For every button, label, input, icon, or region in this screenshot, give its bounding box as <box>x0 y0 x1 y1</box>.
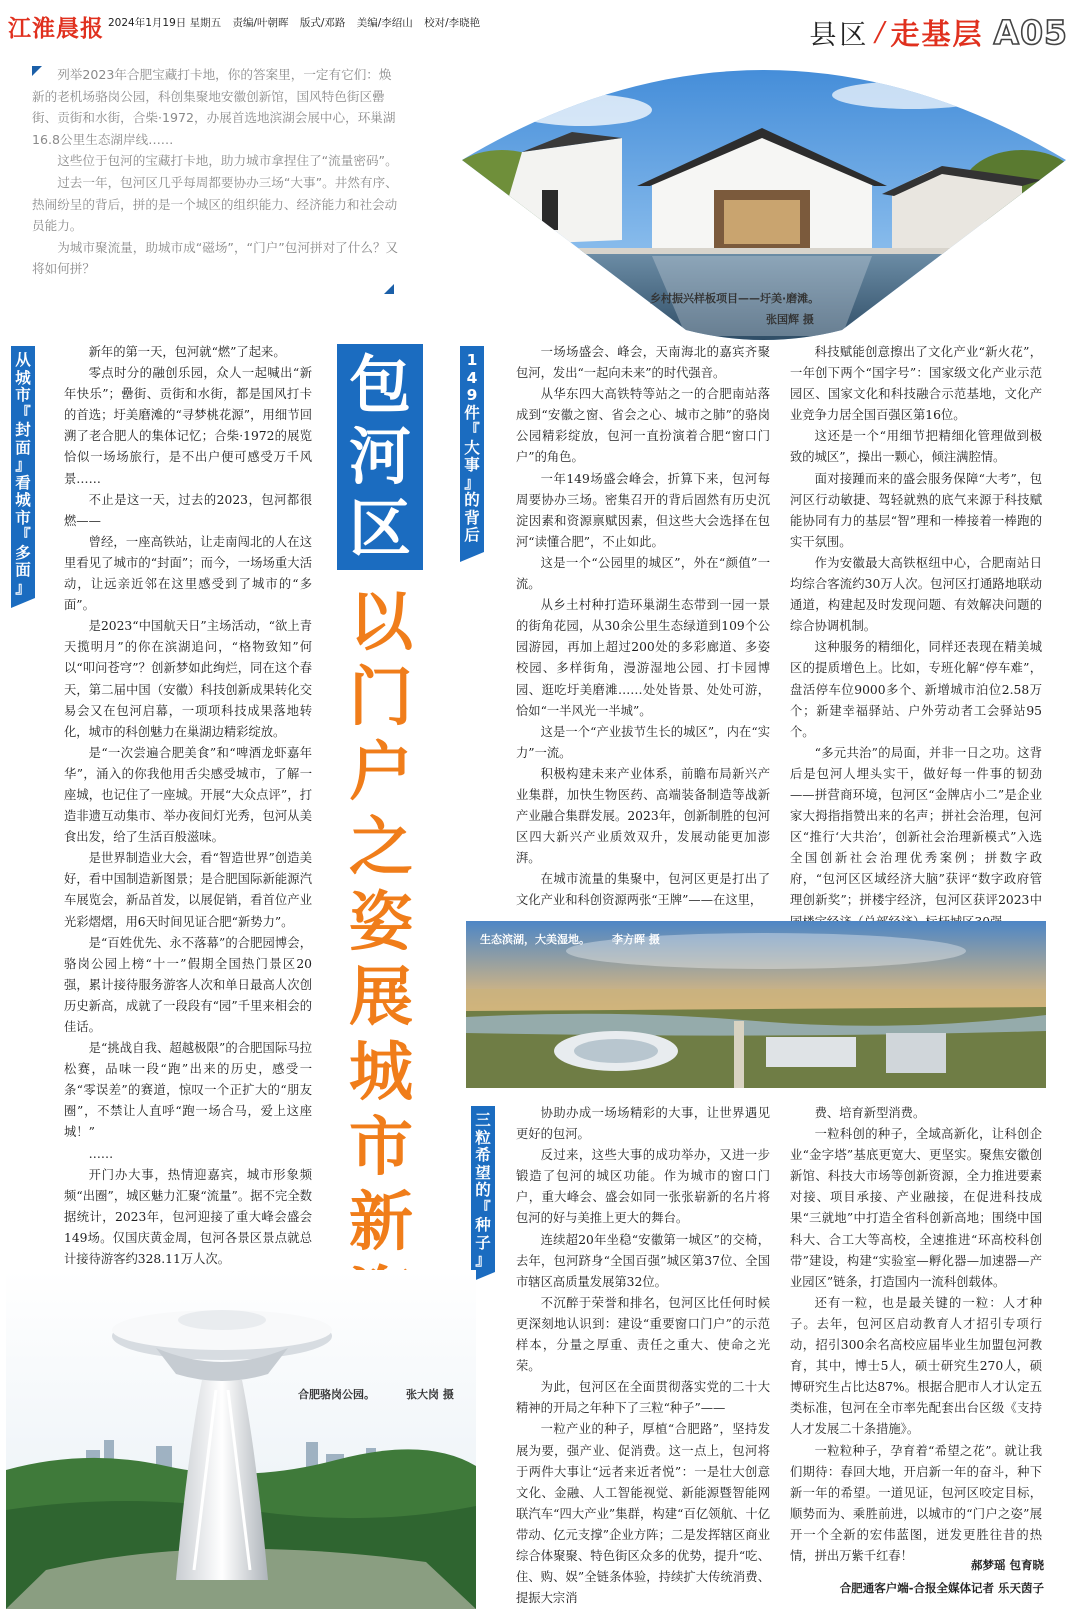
section-county: 县区 <box>809 20 870 51</box>
paragraph: 还有一粒，也是最关键的一粒：人才种子。去年，包河区启动教育人才招引专项行动，招引300余名高校应届毕业生加盟包河教育，其中，博士5人，硕士研究生270人，硕博研究生占比达87%。根据合肥市人才认定五类标准，包河在全市率先配套出台区级《支持人才发展二十条措施》。 <box>790 1295 1042 1437</box>
subhead-char: 』 <box>15 456 31 474</box>
subhead-char: 』 <box>464 473 480 492</box>
paragraph: 科技赋能创意擦出了文化产业“新火花”，一年创下两个“国字号”：国家级文化产业示范园区、国家文化和科技融合示范基地，文化产业竞争力居全国百强区第16位。 <box>790 345 1042 423</box>
paragraph: 新年的第一天，包河就“燃”了起来。 <box>88 345 286 359</box>
editor-credit: 责编/叶朝晖 <box>232 17 289 29</box>
headline-char: 户 <box>349 736 413 810</box>
paragraph: 从乡土村种打造环巢湖生态带到一园一景的街角花园，从30余公里生态绿道到109个公园游园，再加上超过200处的多彩廊道、多姿校园、多样街角，漫游湿地公园、打卡园博园、逛吃圩美磨滩……处处皆景、处处可游，恰如“一半风光一半城”。 <box>516 598 770 718</box>
subhead-char: 『 <box>464 421 480 439</box>
paragraph: 这还是一个“用细节把精细化管理做到极致的城区”，操出一颗心，倾注满腔情。 <box>790 429 1042 465</box>
subhead-char: 望 <box>475 1163 491 1182</box>
intro-lead <box>32 64 400 280</box>
article-column-2-top <box>516 342 770 912</box>
subhead-char: 城 <box>15 491 31 509</box>
paragraph: 是世界制造业大会，看“智造世界”创造美好，看中国制造新图景；是合肥国际新能源汽车展览会，新品首发，以展促销，看首位产业光彩熠熠，用6天时间见证合肥“新势力”。 <box>64 851 312 929</box>
paragraph: 从华东四大高铁特等站之一的合肥南站落成到“安徽之窗、省会之心、城市之肺”的骆岗公园精彩绽放，包河一直扮演着合肥“窗口门户”的角色。 <box>516 387 770 465</box>
intro-paragraph: 这些位于包河的宝藏打卡地，助力城市拿捏住了“流量密码”。 <box>57 153 398 169</box>
intro-paragraph: 为城市聚流量，助城市成“磁场”，“门户”包河拼对了什么？又将如何拼？ <box>32 239 399 277</box>
subhead-char: 件 <box>464 403 480 422</box>
subhead-char: 『 <box>15 403 31 422</box>
paragraph: 作为安徽最大高铁枢纽中心，合肥南站日均综合客流约30万人次。包河区打通路地联动通道，构建起及时发现问题、有效解决问题的综合协调机制。 <box>790 555 1042 634</box>
paragraph: 反过来，这些大事的成功举办，又进一步锻造了包河的城区功能。作为城市的窗口门户，重大峰会、盛会如同一张张崭新的名片将包河的好与美推上更大的舞台。 <box>516 1148 770 1226</box>
intro-paragraph: 过去一年，包河区几乎每周都要协办三场“大事”。井然有序、热闹纷呈的背后，拼的是一个城区的组织能力、经济能力和社会动员能力。 <box>32 174 398 234</box>
fan-photo-caption: 乡村振兴样板项目——圩美·磨滩。 <box>650 292 820 305</box>
subhead-char: 面 <box>15 438 31 457</box>
paragraph: 面对接踵而来的盛会服务保障“大考”，包河区行动敏捷、驾轻就熟的底气来源于科技赋能协同有力的基层“智”理和一棒接着一棒跑的实干氛围。 <box>790 471 1042 549</box>
paragraph: 这种服务的精细化，同样还表现在精美城区的提质增色上。比如，专班化解“停车难”，盘活停车位9000多个、新增城市泊位2.58万个；新建幸福驿站、户外劳动者工会驿站95个。 <box>790 640 1042 739</box>
proof-credit: 校对/李晓艳 <box>424 17 481 29</box>
subhead-char: 后 <box>464 526 480 544</box>
paragraph: 协助办成一场场精彩的大事，让世界遇见更好的包河。 <box>516 1106 770 1142</box>
paragraph: “多元共治”的局面，并非一日之功。这背后是包河人埋头实干，做好每一件事的韧劲——拼营商环境，包河区“金牌店小二”是企业家大拇指指赞出来的名声；拼社会治理，包河区“推行‘大共治’，创新社会治理新模式”入选全国创新社会治理优秀案例；拼数字政府，“包河区区域经济大脑”获评“数字政府管理创新奖”；拼楼宇经济，包河区获评2023中 <box>790 745 1042 908</box>
paragraph: 是“一次尝遍合肥美食”和“啤酒龙虾嘉年华”，涌入的你我他用舌尖感受城市，了解一座城，也记住了一座城。开展“大众点评”，打造非遗互动集市、举办夜间灯光秀，包河从美食出发，给了生活百般滋味。 <box>64 745 312 845</box>
paragraph: 这是一个“产业拔节生长的城区”，内在“实力”一流。 <box>516 724 770 760</box>
subhead-char: 背 <box>464 508 480 527</box>
panorama-credit: 李方晖 摄 <box>612 933 660 946</box>
tower-photo-caption: 合肥骆岗公园。 <box>298 1388 375 1401</box>
page-number: A05 <box>993 13 1068 52</box>
subhead-char: 子 <box>475 1233 491 1252</box>
subhead-char: 封 <box>15 421 31 439</box>
subhead-char: 多 <box>15 543 31 562</box>
intro-paragraph: 列举2023年合肥宝藏打卡地，你的答案里，一定有它们：焕新的老机场骆岗公园，科创集聚地安徽创新馆，国风特色街区罍街、贡街和水街，合柴·1972，办展首选地滨湖会展中心，环巢湖16.8公里生态湖岸线…… <box>32 67 396 147</box>
subhead-char: 』 <box>475 1251 491 1269</box>
subhead-char: 市 <box>15 386 31 404</box>
paragraph: 一粒粒种子，孕育着“希望之花”。就让我们期待：春回大地，开启新一年的奋斗，种下新一年的希望。一道见证，包河区咬定目标，顺势而为、乘胜前进，以城市的“门户之姿”展开一个全新的宏伟蓝图，迸发更胜往昔的热情，拼出万紫千红春！ <box>790 1443 1042 1563</box>
subhead-char: 城 <box>15 368 31 387</box>
article-column-1 <box>64 342 312 1333</box>
headline-county-name <box>337 344 423 570</box>
subhead-char: 『 <box>475 1198 491 1217</box>
agency-byline: 合肥通客户端-合报全媒体记者 乐天茵子 <box>839 1581 1044 1595</box>
headline-char: 河 <box>348 420 411 493</box>
headline-char: 以 <box>349 586 413 660</box>
paragraph: 连续超20年坐稳“安徽第一城区”的交椅，去年，包河跻身“全国百强”城区第37位、全国市辖区高质量发展第32位。 <box>516 1232 770 1289</box>
tower-photo-credit: 张大岗 摄 <box>406 1388 454 1401</box>
subhead-char: 4 <box>466 368 478 387</box>
article-column-3-bottom <box>790 1103 1042 1567</box>
subhead-char: 『 <box>15 526 31 544</box>
subhead-char: 事 <box>464 456 480 474</box>
paragraph: 这是一个“公园里的城区”，外在“颜值”一流。 <box>516 555 770 592</box>
art-credit: 美编/李绍山 <box>356 17 413 29</box>
paragraph: 积极构建未来产业体系，前瞻布局新兴产业集群，加快生物医药、高端装备制造等战新产业融合集群发展。2023年，创新制胜的包河区四大新兴产业质效双升，发展动能更加澎湃。 <box>516 766 770 866</box>
headline-char: 新 <box>349 1186 413 1260</box>
section-grass-roots: 走基层 <box>890 17 984 51</box>
masthead-meta <box>108 15 488 30</box>
subhead-char: 种 <box>475 1216 491 1234</box>
paragraph: 一粒科创的种子，全域高新化，让科创企业“金字塔”基底更宽大、更坚实。聚焦安徽创新馆、科技大市场等创新资源，全力推进要素对接、项目承接、产业融接，在促进科技成果“三就地”中打造全省科创新高地；围绕中国科大、合工大等高校，全速推进“环高校科创带”建设，构建“实验室—孵化器—加速器—产业园区”链条，打造国内一流科创载体。 <box>790 1127 1042 1289</box>
paragraph: 是“百姓优先、永不落幕”的合肥园博会，骆岗公园上榜“十一”假期全国热门景区20强，累计接待服务游客人次和单日最高人次创历史新高，成就了一段段有“园”千里来相会的佳话。 <box>64 935 312 1034</box>
subhead-char: 市 <box>15 508 31 527</box>
headline-char: 包 <box>348 348 411 421</box>
issue-date: 2024年1月19日 星期五 <box>108 17 222 29</box>
headline-char: 之 <box>349 811 413 885</box>
subhead-three-seeds <box>471 1106 495 1272</box>
paragraph: 一场场盛会、峰会，天南海北的嘉宾齐聚包河，发出“一起向未来”的时代强音。 <box>516 345 770 381</box>
headline-char: 门 <box>349 661 413 735</box>
panorama-caption: 生态滨湖，大美湿地。 <box>480 933 590 946</box>
tower-photo-luogang-park <box>6 1270 476 1609</box>
fan-photo-credit: 张国辉 摄 <box>766 313 814 326</box>
subhead-char: 大 <box>464 438 480 457</box>
layout-credit: 版式/邓路 <box>299 17 346 29</box>
subhead-char: 的 <box>464 491 480 509</box>
subhead-char: 三 <box>475 1111 491 1129</box>
paragraph: 不沉醉于荣誉和排名，包河区比任何时候更深刻地认识到：建设“重要窗口门户”的示范样本，分量之厚重、责任之重大、使命之光荣。 <box>516 1295 770 1374</box>
paragraph: 曾经，一座高铁站，让走南闯北的人在这里看见了城市的“封面”；而今，一场场重大活动，让远亲近邻在这里感受到了城市的“多面”。 <box>64 534 312 613</box>
subhead-char: 的 <box>475 1181 491 1199</box>
author-byline: 郝梦瑶 包育晓 <box>970 1558 1044 1572</box>
paragraph: 一年149场盛会峰会，折算下来，包河每周要协办三场。密集召开的背后固然有历史沉淀因素和资源禀赋因素，但这些大会选择在包河“读懂合肥”，不止如此。 <box>516 471 770 549</box>
headline-char: 姿 <box>349 886 413 960</box>
subhead-char: 1 <box>466 351 478 369</box>
intro-corner-mark-bottom <box>384 284 394 294</box>
paragraph: 在城市流量的集聚中，包河区更是打出了文化产业和科创资源两张“王牌”——在这里， <box>516 872 770 908</box>
paragraph: 是“挑战自我、超越极限”的合肥国际马拉松赛，品味一段“跑”出来的历史，感受一条“零误差”的赛道，惊叹一个正扩大的“朋友圈”，不禁让人直呼“跑一场合马，爱上这座城！” <box>64 1041 312 1140</box>
paragraph: 不止是这一天，过去的2023，包河都很燃—— <box>64 492 312 528</box>
subhead-char: 9 <box>466 386 478 404</box>
subhead-char: 面 <box>15 561 31 579</box>
headline-main <box>343 586 419 1336</box>
paragraph: 为此，包河区在全面贯彻落实党的二十大精神的开局之年种下了三粒“种子”—— <box>516 1380 770 1416</box>
article-column-3-top <box>790 342 1042 933</box>
subhead-char: 希 <box>475 1146 491 1164</box>
paragraph: 是2023“中国航天日”主场活动，“欲上青天揽明月”的你在滨湖追问，“格物致知”何以“叩问苍穹”？创新梦如此绚烂，同在这个春天，第二届中国（安徽）科技创新成果转化交易会又在包河启幕，一项项科技成果落地转化，城市的科创魅力在巢湖边精彩绽放。 <box>64 619 312 739</box>
paragraph: …… <box>88 1146 114 1161</box>
subhead-char: 粒 <box>475 1128 491 1147</box>
subhead-char: 』 <box>15 578 31 597</box>
paragraph: 费、培育新型消费。 <box>814 1106 926 1120</box>
fan-photo-village <box>462 40 1066 340</box>
article-column-2-bottom <box>516 1103 770 1609</box>
subhead-char: 看 <box>15 473 31 492</box>
panorama-photo-wetland <box>466 921 1046 1088</box>
headline-char: 市 <box>349 1111 413 1185</box>
section-slash: / <box>875 17 885 48</box>
subhead-city-cover <box>11 346 35 598</box>
paragraph: 开门办大事，热情迎嘉宾，城市形象频频“出圈”，城区魅力汇聚“流量”。据不完全数据统计，2023年，包河迎接了重大峰会盛会149场。仅国庆黄金周，包河各景区景点就总计接待游客约328.11万人次。 <box>64 1167 312 1267</box>
paragraph: 零点时分的融创乐园，众人一起喊出“新年快乐”；罍街、贡街和水街，都是国风打卡的首选；圩美磨滩的“寻梦桃花源”，用细节回溯了老合肥人的集体记忆；合柴·1972的展览恰似一场场旅行，是不出户便可感受万千风景…… <box>64 366 312 486</box>
subhead-char: 从 <box>15 351 31 369</box>
paragraph: 一粒产业的种子，厚植“合肥路”，坚持发展为要，强产业、促消费。这一点上，包河将于两件大事让“远者来近者悦”：一是壮大创意文化、金融、人工智能视觉、新能源暨智能网联汽车“四大产业”集群，构建“百亿领航、十亿带动、亿元支撑”企业方阵；二是发挥辖区商业综合体聚聚、特色街区众多的优势，提升“吃、住、购、娱”全链条体验，持续扩大传统消费、提振大宗消 <box>516 1422 770 1606</box>
headline-char: 城 <box>349 1036 413 1110</box>
headline-char: 展 <box>349 961 413 1035</box>
subhead-149-events <box>460 346 484 552</box>
headline-char: 区 <box>348 492 411 565</box>
newspaper-logo: 江淮晨报 <box>8 16 104 42</box>
